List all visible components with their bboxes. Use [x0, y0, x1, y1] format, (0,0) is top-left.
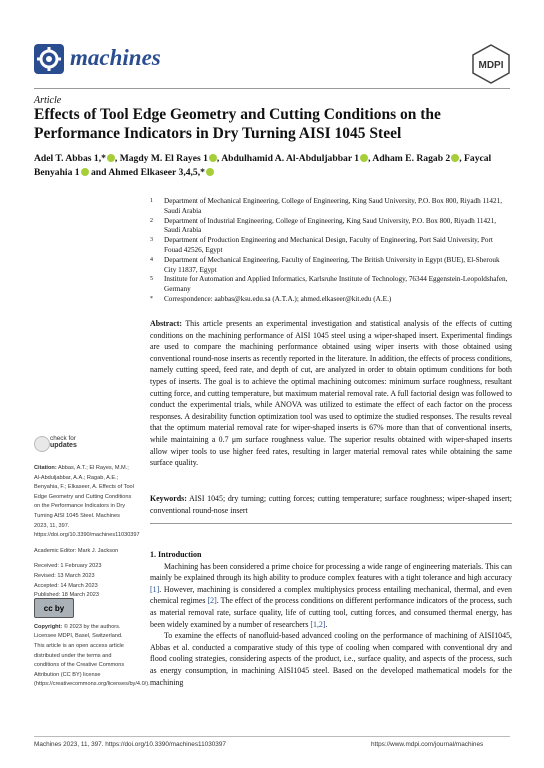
author-name[interactable]: Faycal Benyahia 1 [34, 153, 492, 178]
orcid-icon[interactable] [451, 154, 459, 162]
keywords-rule [150, 523, 512, 524]
author-name[interactable]: Adel T. Abbas 1,* [34, 153, 106, 164]
affiliation-item: 5 Institute for Automation and Applied Informatics, Karlsruhe Institute of Technology, 76344 Eggenstein-Leopoldshafen, Germany [150, 275, 508, 294]
journal-name: machines [70, 45, 161, 70]
article-title: Effects of Tool Edge Geometry and Cutting Conditions on the Performance Indicators in Dry Turning AISI 1045 Steel [34, 106, 441, 142]
citation: Citation: Abbas, A.T.; El Rayes, M.M.; Al-Abduljabbar, A.A.; Ragab, A.E.; Benyahia, F.; Elkaseer, A. Effects of Tool Edge Geometry and Cutting Conditions on the Performance Indicators in Dry Turning AISI 1045 Steel. Machines 2023, 11, 397. https://doi.org/10.3390/machines11030397 [34, 465, 140, 539]
footer-citation[interactable]: Machines 2023, 11, 397. https://doi.org/10.3390/machines11030397 [34, 741, 226, 748]
date-accepted: Accepted: 14 March 2023 [34, 582, 98, 589]
date-revised: Revised: 13 March 2023 [34, 572, 95, 579]
orcid-icon[interactable] [107, 154, 115, 162]
section-heading: 1. Introduction [150, 550, 202, 559]
author-list: Adel T. Abbas 1,* , Magdy M. El Rayes 1 , Abdulhamid A. Al-Abduljabbar 1 , Adham E. Ragab 2 , Faycal Benyahia 1 and Ahmed Elkaseer 3,4,5,* [34, 153, 492, 178]
keywords-label: Keywords: [150, 494, 187, 503]
body-paragraph: To examine the effects of nanofluid-based advanced cooling on the performance of machining of AISI1045, Abbas et al. conducted a comparative study of this type of cooling when compared with conventional dry and flood cooling strategies, considering aspects of the product, i.e., surface quality, and aspects of the process, such as energy consumption, in machining AISI1045 steel. Based on the developed mathematical models for the machining [150, 631, 512, 687]
author-name[interactable]: Ahmed Elkaseer 3,4,5,* [108, 167, 205, 178]
affiliation-item: 3 Department of Production Engineering and Mechanical Design, Faculty of Engineering, Port Said University, Port Fouad 42526, Egypt [150, 236, 493, 254]
affiliation-item: 4 Department of Mechanical Engineering, Faculty of Engineering, The British University in Egypt (BUE), El-Sherouk City 11837, Egypt [150, 255, 500, 274]
copyright-notice: Copyright: © 2023 by the authors. Licensee MDPI, Basel, Switzerland. This article is an open access article distributed under the terms and conditions of the Creative Commons Attribution (CC BY) license (https://creativecommons.org/licenses/by/4.0/). [34, 623, 150, 688]
mdpi-logo-icon [472, 44, 510, 84]
academic-editor: Academic Editor: Mark J. Jackson [34, 547, 119, 554]
footer-journal-url[interactable]: https://www.mdpi.com/journal/machines [371, 741, 484, 748]
abstract-text: This article presents an experimental investigation and statistical analysis of the effects of cutting conditions on the machining performance of AISI 1045 steel using a wiper-shaped insert. Experimental findings are used to compare the machining performance obtained using wiper inserts with those obtained using conventional round-nose inserts as recently reported in the literature. In addition, the effects of process conditions, namely cutting speed, feed rate, and depth of cut, are analyzed in order to obtain optimum conditions for both types of inserts. The goal is to achieve the optimal machining outcomes: minimum surface roughness, resultant cutting force, and cutting temperature, but maximum material removal rate. A full factorial design was followed to conduct the experimental trials, while ANOVA was utilized to estimate the effect of each factor on the process responses. A desirability function optimization tool was used to optimize the studied responses. The results reveal that the optimum material removal rate for wiper-shaped inserts is 67% more than that of conventional inserts, while maintaining a 0.7 μm surface roughness value. The superior results obtained with wiper-shaped inserts allow wiper tools to use higher feed rates, resulting in larger material removal rates while obtaining the same surface quality. [150, 319, 512, 468]
footer-rule [34, 736, 510, 737]
header-rule [34, 88, 510, 89]
orcid-icon[interactable] [360, 154, 368, 162]
correspondence-item: * Correspondence: aabbas@ksu.edu.sa (A.T.A.); ahmed.elkaseer@kit.edu (A.E.) [150, 294, 392, 303]
check-for-updates-button[interactable]: check for updates [50, 435, 77, 449]
abstract-label: Abstract: [150, 319, 182, 328]
date-received: Received: 1 February 2023 [34, 563, 102, 570]
date-published: Published: 18 March 2023 [34, 592, 99, 599]
journal-logo-icon [34, 44, 64, 74]
orcid-icon[interactable] [206, 168, 214, 176]
body-text [150, 549, 512, 688]
keywords [150, 493, 512, 516]
orcid-icon[interactable] [81, 168, 89, 176]
keywords-text: AISI 1045; dry turning; cutting forces; cutting temperature; surface roughness; wiper-shaped insert; conventional round-nose insert [150, 494, 512, 515]
sidebar-metadata [34, 464, 150, 690]
affiliations [150, 197, 512, 305]
check-for-updates-icon[interactable] [34, 436, 50, 452]
affiliation-item: 1 Department of Mechanical Engineering, College of Engineering, King Saud University, P.O. Box 800, Riyadh 11421, Saudi Arabia [150, 197, 503, 215]
author-name[interactable]: Adham E. Ragab 2 [372, 153, 451, 164]
cc-by-license-icon[interactable]: cc by [34, 598, 74, 618]
orcid-icon[interactable] [209, 154, 217, 162]
citation-link[interactable]: [2] [207, 596, 217, 606]
abstract [150, 318, 512, 469]
author-name[interactable]: Magdy M. El Rayes 1 [119, 153, 208, 164]
author-name[interactable]: Abdulhamid A. Al-Abduljabbar 1 [221, 153, 360, 164]
citation-link[interactable]: [1,2] [310, 619, 326, 629]
mdpi-logo-text: MDPI [478, 60, 504, 71]
article-type: Article [34, 95, 62, 106]
affiliation-item: 2 Department of Industrial Engineering, College of Engineering, King Saud University, P.O. Box 800, Riyadh 11421, Saudi Arabia [150, 216, 497, 235]
citation-link[interactable]: [1] [150, 584, 160, 594]
body-paragraph: Machining has been considered a prime choice for processing a wide range of engineering materials. This can mainly be explained through its high ability to produce complex features with a tight tolerance and high accuracy [1]. However, machining is considered a complex multiphysics process entailing mechanical, thermal, and even chemical regimes [2]. The effect of the process conditions on different performance indicators of the process, such as material removal rate, surface quality, life of cutting tool, cutting forces, and consumed thermal energy, has been widely examined by a number of researchers [1,2]. [150, 561, 512, 629]
